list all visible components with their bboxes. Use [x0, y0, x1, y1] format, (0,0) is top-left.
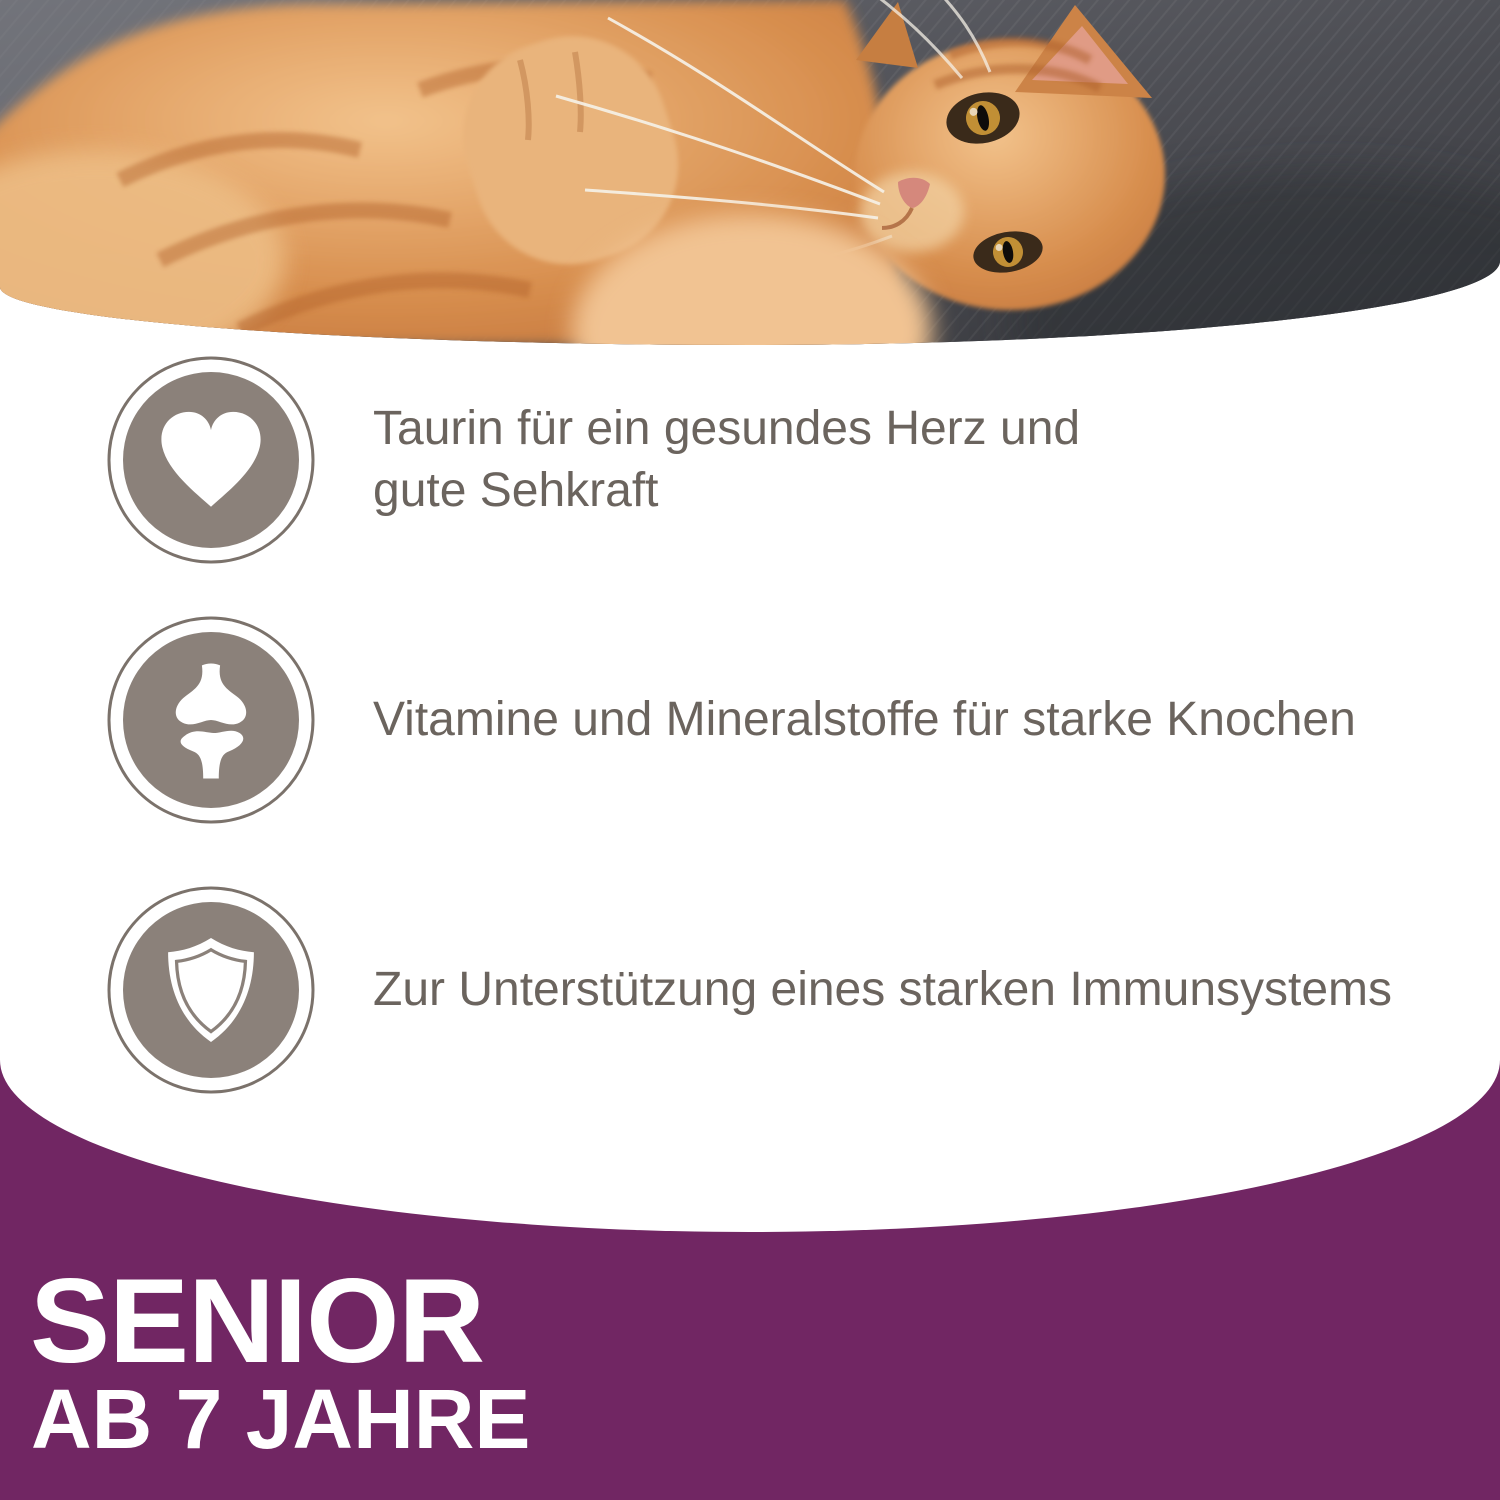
- heart-icon: [105, 354, 317, 566]
- benefit-text-bones: [373, 689, 1356, 751]
- product-line-title: SENIOR: [30, 1254, 485, 1388]
- joint-icon: [105, 614, 317, 826]
- product-age-subtitle: AB 7 JAHRE: [31, 1372, 531, 1466]
- benefit-row-heart: [105, 354, 1080, 566]
- shield-icon: [105, 884, 317, 1096]
- benefit-text-immune: [373, 959, 1392, 1021]
- benefit-line: Taurin für ein gesundes Herz und: [373, 402, 1081, 455]
- benefit-line: Zur Unterstützung eines starken Immunsystems: [373, 963, 1393, 1016]
- benefit-row-bones: [105, 614, 1356, 826]
- benefit-row-immune: [105, 884, 1392, 1096]
- cat-photo-illustration: [0, 0, 1500, 345]
- benefit-text-heart: [373, 398, 1080, 522]
- benefit-line: gute Sehkraft: [373, 464, 659, 517]
- hero-photo: [0, 0, 1500, 345]
- benefit-line: Vitamine und Mineralstoffe für starke Knochen: [373, 693, 1356, 746]
